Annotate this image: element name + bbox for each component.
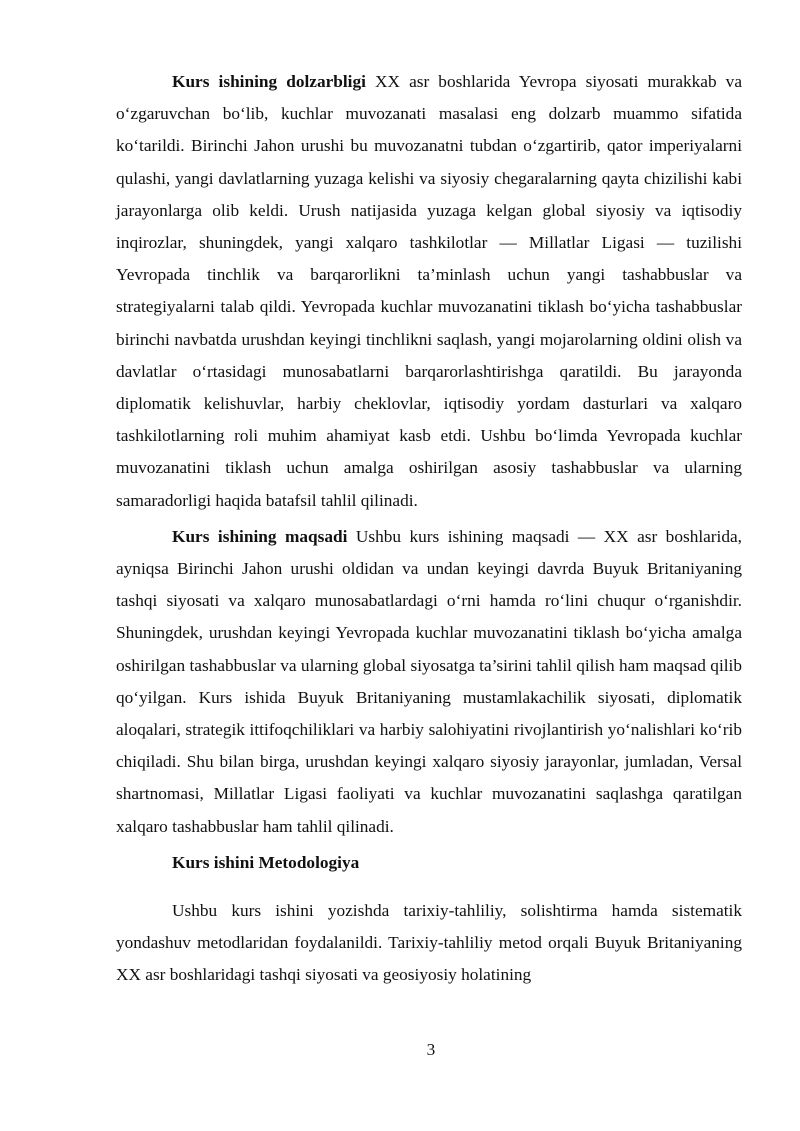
relevance-paragraph — [116, 66, 742, 517]
document-body — [116, 66, 742, 992]
goal-text: Ushbu kurs ishining maqsadi — XX asr boshlarida, ayniqsa Birinchi Jahon urushi oldidan va undan keyingi davrda Buyuk Britaniyaning tashqi siyosati va xalqaro munosabatlardagi o‘rni hamda ro‘lini chuqur o‘rganishdir. Shuningdek, urushdan keyingi Yevropada kuchlar muvozanatini tiklash bo‘yicha amalga oshirilgan tashabbuslar va ularning global siyosatga ta’sirini tahlil qilish ham maqsad qilib qo‘yilgan. Kurs ishida Buyuk Britaniyaning mustamlakachilik siyosati, diplomatik aloqalari, strategik ittifoqchiliklari va harbiy salohiyatini rivojlantirish yo‘nalishlari ko‘rib chiqiladi. Shu bilan birga, urushdan keyingi xalqaro siyosiy jarayonlar, jumladan, Versal shartnomasi, Millatlar Ligasi faoliyati va kuchlar muvozanatini saqlashga qaratilgan xalqaro tashabbuslar ham tahlil qilinadi. — [116, 526, 742, 836]
methodology-text: Ushbu kurs ishini yozishda tarixiy-tahliliy, solishtirma hamda sistematik yondashuv metodlaridan foydalanildi. Tarixiy-tahliliy metod orqali Buyuk Britaniyaning XX asr boshlaridagi tashqi siyosati va geosiyosiy holatining — [116, 901, 742, 985]
methodology-paragraph — [116, 895, 742, 992]
page-number: 3 — [426, 1040, 436, 1059]
goal-paragraph — [116, 521, 742, 843]
relevance-heading: Kurs ishining dolzarbligi — [172, 72, 366, 91]
methodology-heading: Kurs ishini Metodologiya — [172, 852, 360, 872]
goal-heading: Kurs ishining maqsadi — [172, 526, 348, 546]
relevance-text: XX asr boshlarida Yevropa siyosati murakkab va o‘zgaruvchan bo‘lib, kuchlar muvozanati masalasi eng dolzarb muammo sifatida ko‘tarildi. Birinchi Jahon urushi bu muvozanatni tubdan o‘zgartirib, qator imperiyalarni qulashi, yangi davlatlarning yuzaga kelishi va siyosiy chegaralarning qayta chizilishi kabi jarayonlarga olib keldi. Urush natijasida yuzaga kelgan global siyosiy va iqtisodiy inqirozlar, shuningdek, yangi xalqaro tashkilotlar — Millatlar Ligasi — tuzilishi Yevropada tinchlik va barqarorlikni ta’minlash uchun yangi tashabbuslar va strategiyalarni talab qildi. Yevropada kuchlar muvozanatini tiklash bo‘yicha tashabbuslar birinchi navbatda urushdan keyingi tinchlikni saqlash, yangi mojarolarning oldini olish va davlatlar o‘rtasidagi munosabatlarni barqarorlashtirishga qaratildi. Bu jarayonda diplomatik kelishuvlar, harbiy cheklovlar, iqtisodiy yordam dasturlari va xalqaro tashkilotlarning roli muhim ahamiyat kasb etdi. Ushbu bo‘limda Yevropada kuchlar muvozanatini tiklash uchun amalga oshirilgan asosiy tashabbuslar va ularning samaradorligi haqida batafsil tahlil qilinadi. — [116, 72, 742, 510]
